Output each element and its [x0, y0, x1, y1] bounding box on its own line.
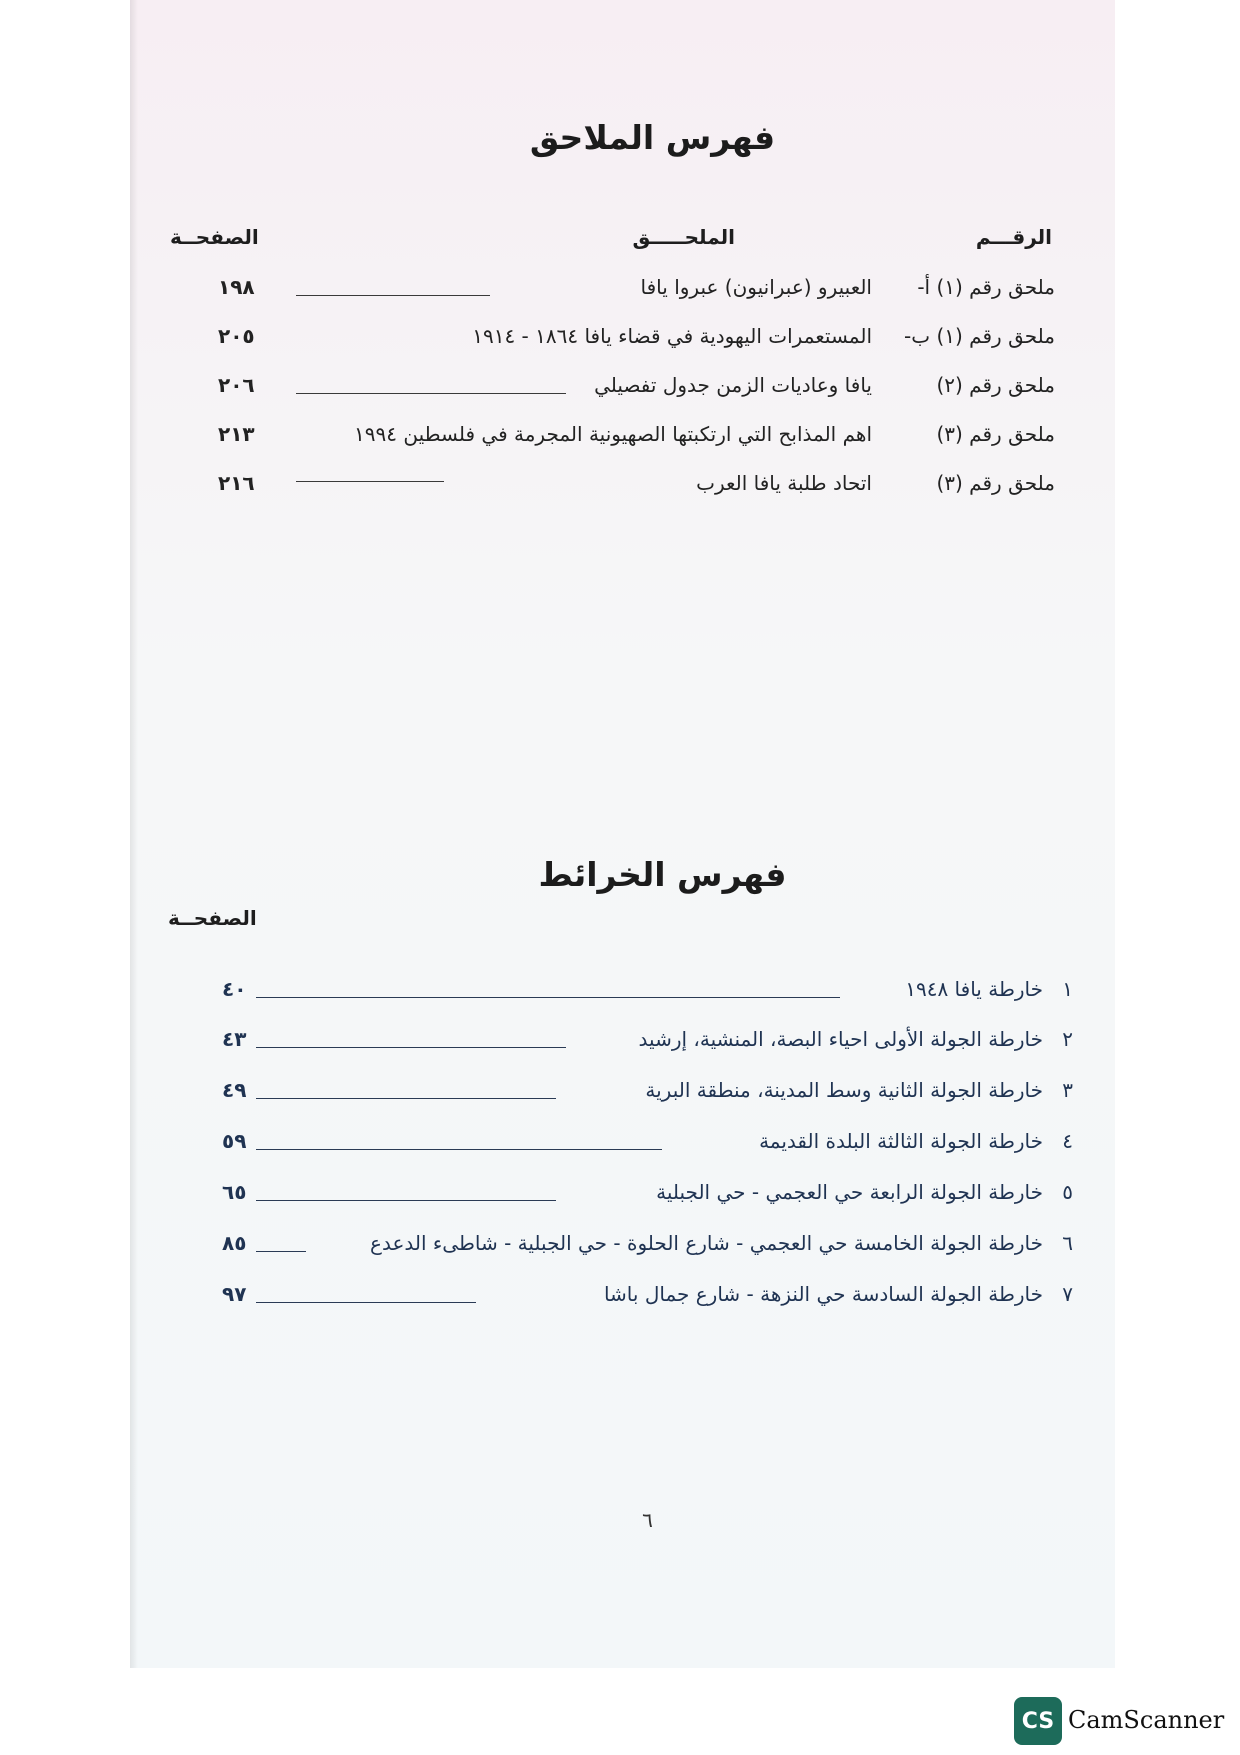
- appendix-number: ملحق رقم (١) أ-: [917, 275, 1055, 299]
- map-label: خارطة الجولة الثانية وسط المدينة، منطقة البرية: [645, 1078, 1043, 1102]
- leader-line: [256, 1047, 566, 1048]
- leader-line: [296, 481, 444, 482]
- appendix-page: ٢١٣: [218, 422, 255, 446]
- leader-line: [256, 997, 840, 998]
- map-number: ٣: [1062, 1078, 1073, 1102]
- map-page: ٩٧: [222, 1282, 247, 1306]
- appendix-label: العبيرو (عبرانيون) عبروا يافا: [640, 275, 872, 299]
- appendix-label: اهم المذابح التي ارتكبتها الصهيونية المجرمة في فلسطين ١٩٩٤: [354, 422, 872, 446]
- map-page: ٤٣: [222, 1027, 247, 1051]
- leader-line: [256, 1149, 662, 1150]
- appendix-page: ٢١٦: [218, 471, 255, 495]
- page-edge-shadow: [130, 0, 138, 1668]
- leader-line: [296, 393, 566, 394]
- map-label: خارطة الجولة السادسة حي النزهة - شارع جمال باشا: [603, 1282, 1043, 1306]
- camscanner-logo-icon: CS: [1014, 1697, 1062, 1745]
- appendix-row: [220, 373, 1055, 403]
- map-label: خارطة يافا ١٩٤٨: [905, 977, 1043, 1001]
- map-row: [222, 1027, 1073, 1057]
- map-label: خارطة الجولة الخامسة حي العجمي - شارع الحلوة - حي الجبلية - شاطىء الدعدع: [370, 1231, 1043, 1255]
- leader-line: [256, 1302, 476, 1303]
- map-page: ٦٥: [222, 1180, 247, 1204]
- appendix-label: اتحاد طلبة يافا العرب: [696, 471, 872, 495]
- map-row: [222, 1282, 1073, 1312]
- leader-line: [256, 1251, 306, 1252]
- map-label: خارطة الجولة الأولى احياء البصة، المنشية، إرشيد: [638, 1027, 1043, 1051]
- map-page: ٤٩: [222, 1078, 247, 1102]
- map-number: ٦: [1062, 1231, 1073, 1255]
- appendix-page: ٢٠٥: [218, 324, 255, 348]
- leader-line: [256, 1200, 556, 1201]
- map-page: ٨٥: [222, 1231, 247, 1255]
- map-number: ٢: [1062, 1027, 1073, 1051]
- appendix-label: المستعمرات اليهودية في قضاء يافا ١٨٦٤ - ١٩١٤: [472, 324, 872, 348]
- map-label: خارطة الجولة الرابعة حي العجمي - حي الجبلية: [656, 1180, 1043, 1204]
- appendix-row: [220, 275, 1055, 305]
- map-row: [222, 1129, 1073, 1159]
- maps-header-page: الصفحــة: [168, 906, 257, 930]
- appendix-row: [220, 324, 1055, 354]
- map-number: ١: [1062, 977, 1073, 1001]
- map-number: ٧: [1062, 1282, 1073, 1306]
- header-appendix: الملحـــــق: [632, 225, 735, 249]
- map-label: خارطة الجولة الثالثة البلدة القديمة: [759, 1129, 1043, 1153]
- map-number: ٥: [1062, 1180, 1073, 1204]
- scanned-page: [130, 0, 1115, 1668]
- appendix-page: ٢٠٦: [218, 373, 255, 397]
- appendix-number: ملحق رقم (١) ب-: [904, 324, 1055, 348]
- map-page: ٥٩: [222, 1129, 247, 1153]
- header-page: الصفحــة: [170, 225, 259, 249]
- header-number: الرقـــم: [975, 225, 1052, 249]
- leader-line: [296, 295, 490, 296]
- appendix-number: ملحق رقم (٣): [936, 422, 1055, 446]
- map-row: [222, 1231, 1073, 1261]
- camscanner-watermark: CamScanner: [1068, 1706, 1225, 1734]
- map-number: ٤: [1062, 1129, 1073, 1153]
- appendix-page: ١٩٨: [218, 275, 255, 299]
- appendices-title: فهرس الملاحق: [529, 118, 776, 157]
- appendix-number: ملحق رقم (٣): [936, 471, 1055, 495]
- leader-line: [256, 1098, 556, 1099]
- map-row: [222, 977, 1073, 1007]
- appendix-row: [220, 471, 1055, 501]
- map-row: [222, 1078, 1073, 1108]
- appendix-label: يافا وعاديات الزمن جدول تفصيلي: [594, 373, 872, 397]
- appendix-number: ملحق رقم (٢): [936, 373, 1055, 397]
- map-page: ٤٠: [222, 977, 247, 1001]
- page-number: ٦: [642, 1508, 653, 1532]
- map-row: [222, 1180, 1073, 1210]
- maps-title: فهرس الخرائط: [538, 855, 787, 894]
- appendix-row: [220, 422, 1055, 452]
